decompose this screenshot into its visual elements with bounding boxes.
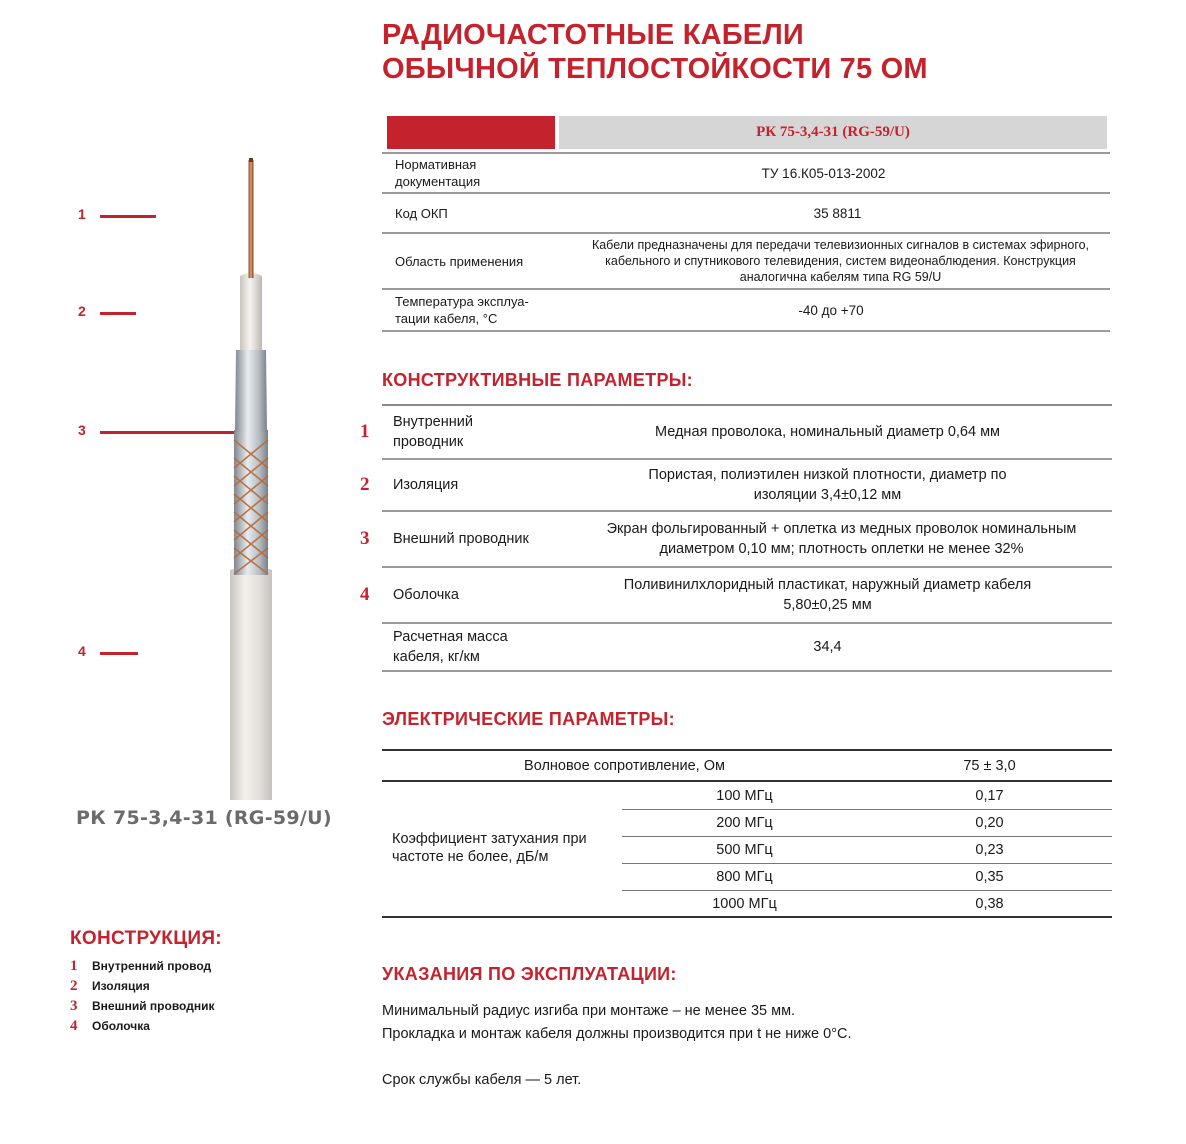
constructive-row-number: 1 (360, 421, 370, 442)
construction-item (70, 956, 330, 976)
spec-row (382, 152, 1110, 194)
construction-item-number: 2 (70, 977, 78, 994)
attenuation-value: 0,38 (975, 895, 1004, 912)
spec-table (382, 114, 1110, 332)
attenuation-row (622, 782, 1112, 810)
constructive-row-value: Медная проволока, номинальный диаметр 0,64 мм (654, 424, 1001, 440)
spec-row-label: Код ОКП (395, 205, 448, 221)
construction-list (70, 956, 330, 1036)
callout-number: 4 (78, 643, 86, 659)
constructive-row-label: Оболочка (393, 587, 459, 603)
attenuation-value: 0,23 (975, 841, 1004, 858)
constructive-row-label: Внешний проводник (393, 531, 529, 547)
spec-table-header (382, 114, 1110, 152)
callout-line (100, 215, 156, 218)
constructive-row-value: Пористая, полиэтилен низкой плотности, диаметр по изоляции 3,4±0,12 мм (648, 467, 1007, 503)
usage-spacer (382, 1046, 852, 1069)
usage-text (382, 1000, 852, 1092)
constructive-row-number: 3 (360, 528, 370, 549)
impedance-row (382, 749, 1112, 782)
spec-row-value: Кабели предназначены для передачи телевизионных сигналов в системах эфирного, кабельного и спутникового телевидения, систем видеонаблюдения. Конструкция аналогична кабелям типа RG 59/U (591, 238, 1090, 284)
spec-row-label: Область применения (395, 253, 524, 269)
constructive-row (360, 406, 1112, 460)
spec-header-model: РК 75-3,4-31 (RG-59/U) (559, 116, 1107, 149)
constructive-row-value: Поливинилхлоридный пластикат, наружный диаметр кабеля 5,80±0,25 мм (623, 577, 1032, 613)
impedance-value: 75 ± 3,0 (963, 757, 1016, 774)
spec-row-value: -40 до +70 (798, 302, 864, 318)
construction-item (70, 976, 330, 996)
attenuation-value: 0,20 (975, 814, 1004, 831)
constructive-row (360, 512, 1112, 568)
usage-line: Минимальный радиус изгиба при монтаже – не менее 35 мм. (382, 1003, 796, 1019)
callout-number: 3 (78, 422, 86, 438)
page-title (382, 18, 1142, 86)
coax-cable-image (0, 150, 340, 800)
attenuation-row (622, 836, 1112, 864)
constructive-row-value: 34,4 (813, 639, 842, 655)
spec-header-accent (387, 116, 555, 149)
constructive-row-label: Внутренний проводник (393, 414, 473, 450)
attenuation-frequency: 100 МГц (716, 787, 773, 804)
callout-line (100, 312, 136, 315)
spec-row-label: Нормативная документация (395, 157, 481, 189)
constructive-row-label: Изоляция (393, 477, 459, 493)
spec-row-value: ТУ 16.К05-013-2002 (761, 165, 886, 181)
constructive-row (360, 568, 1112, 624)
construction-item-label: Изоляция (92, 979, 150, 993)
construction-item-number: 1 (70, 957, 78, 974)
constructive-row-value: Экран фольгированный + оплетка из медных проволок номинальным диаметром 0,10 мм; плотность оплетки не менее 32% (606, 521, 1077, 557)
constructive-table (360, 404, 1112, 672)
construction-item (70, 1016, 330, 1036)
cable-illustration (0, 150, 340, 800)
construction-title: КОНСТРУКЦИЯ: (70, 928, 222, 949)
spec-row (382, 194, 1110, 234)
impedance-label: Волновое сопротивление, Ом (524, 757, 725, 774)
callout-number: 1 (78, 206, 86, 222)
spec-row (382, 234, 1110, 290)
attenuation-frequency: 1000 МГц (712, 895, 777, 912)
attenuation-row (622, 809, 1112, 837)
page-title-line2: ОБЫЧНОЙ ТЕПЛОСТОЙКОСТИ 75 ОМ (382, 53, 928, 85)
electrical-table (382, 749, 1112, 918)
cable-caption: РК 75-3,4-31 (RG-59/U) (76, 807, 332, 829)
electrical-title: ЭЛЕКТРИЧЕСКИЕ ПАРАМЕТРЫ: (382, 709, 675, 729)
attenuation-frequency: 200 МГц (716, 814, 773, 831)
construction-item-number: 4 (70, 1017, 78, 1034)
usage-line: Прокладка и монтаж кабеля должны производится при t не ниже 0°С. (382, 1026, 852, 1042)
spec-row (382, 290, 1110, 332)
construction-item-label: Внешний проводник (92, 999, 215, 1013)
spec-row-value: 35 8811 (813, 205, 862, 221)
constructive-row (360, 460, 1112, 512)
page-title-line1: РАДИОЧАСТОТНЫЕ КАБЕЛИ (382, 19, 804, 51)
usage-line: Срок службы кабеля — 5 лет. (382, 1072, 582, 1088)
callout-3 (78, 422, 238, 440)
construction-item-number: 3 (70, 997, 78, 1014)
attenuation-frequency: 800 МГц (716, 868, 773, 885)
constructive-row-number: 4 (360, 584, 370, 605)
attenuation-value: 0,17 (975, 787, 1004, 804)
constructive-row-number: 2 (360, 474, 370, 495)
callout-line (100, 431, 234, 434)
attenuation-label: Коэффициент затухания при частоте не более, дБ/м (392, 831, 587, 865)
callout-4 (78, 643, 238, 661)
attenuation-block (382, 782, 1112, 918)
constructive-title: КОНСТРУКТИВНЫЕ ПАРАМЕТРЫ: (382, 370, 693, 390)
constructive-row (382, 624, 1112, 672)
attenuation-row (622, 890, 1112, 917)
attenuation-row (622, 863, 1112, 891)
callout-line (100, 652, 138, 655)
attenuation-value: 0,35 (975, 868, 1004, 885)
callout-1 (78, 206, 238, 224)
spec-row-label: Температура эксплуа-тации кабеля, °С (395, 294, 529, 326)
attenuation-frequency: 500 МГц (716, 841, 773, 858)
constructive-row-label: Расчетная масса кабеля, кг/км (393, 629, 508, 665)
construction-item-label: Внутренний провод (92, 959, 212, 973)
construction-item-label: Оболочка (92, 1019, 150, 1033)
construction-item (70, 996, 330, 1016)
callout-number: 2 (78, 303, 86, 319)
usage-title: УКАЗАНИЯ ПО ЭКСПЛУАТАЦИИ: (382, 964, 677, 984)
callout-2 (78, 303, 238, 321)
